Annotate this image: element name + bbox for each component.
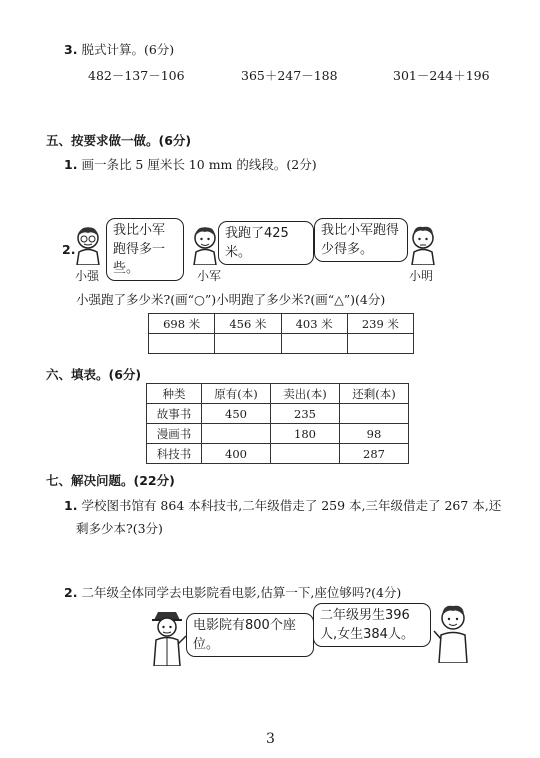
page-number: 3 (266, 731, 275, 747)
answer-cell[interactable] (347, 334, 413, 354)
expression-3: 301－244＋196 (393, 68, 490, 83)
s7-q1-line1: 学校图书馆有 864 本科技书,二年级借走了 259 本,三年级借走了 267 本,还 (81, 498, 502, 513)
section6-header: 六、填表。(6分) (46, 367, 142, 382)
option-cell: 239 米 (347, 314, 413, 334)
option-cell: 456 米 (215, 314, 281, 334)
xiaoqiang-illustration (71, 225, 105, 265)
table-row (147, 424, 409, 444)
table-cell-blank[interactable] (202, 424, 271, 444)
cinema-staff-illustration (146, 606, 188, 666)
table-cell: 235 (271, 404, 340, 424)
s7-q1-line2: 剩多少本?(3分) (76, 521, 163, 536)
s7-q2-text: 二年级全体同学去电影院看电影,估算一下,座位够吗?(4分) (81, 585, 402, 600)
s7-q2-number: 2. (64, 585, 78, 600)
answer-cell[interactable] (149, 334, 215, 354)
name-xiaojun: 小军 (197, 269, 222, 283)
answer-cell[interactable] (215, 334, 281, 354)
table-header: 原有(本) (202, 384, 271, 404)
s7-q2 (64, 583, 401, 601)
option-cell: 403 米 (281, 314, 347, 334)
s5-q1-text: 画一条比 5 厘米长 10 mm 的线段。(2分) (81, 157, 317, 172)
q3-number: 3. (64, 42, 78, 57)
s5-q2-question: 小强跑了多少米?(画“○”)小明跑了多少米?(画“△”)(4分) (76, 292, 386, 307)
table-cell: 98 (339, 424, 408, 444)
table-cell-blank[interactable] (271, 444, 340, 464)
speech-xiaoming: 我比小军跑得少得多。 (314, 218, 408, 262)
student-illustration (431, 603, 475, 663)
q3-heading (64, 40, 174, 58)
table-row (147, 444, 409, 464)
table-cell: 科技书 (147, 444, 202, 464)
table-cell: 180 (271, 424, 340, 444)
speech-xiaojun: 我跑了425米。 (218, 221, 314, 265)
book-table (146, 383, 409, 464)
option-cell: 698 米 (149, 314, 215, 334)
s5-q2-number: 2. (62, 242, 76, 257)
expression-2: 365＋247－188 (241, 68, 338, 83)
expression-1: 482－137－106 (88, 68, 185, 83)
speech-students: 二年级男生396人,女生384人。 (313, 603, 431, 647)
table-header: 还剩(本) (339, 384, 408, 404)
answer-cell[interactable] (281, 334, 347, 354)
q3-title: 脱式计算。(6分) (81, 42, 175, 57)
section5-header: 五、按要求做一做。(6分) (46, 133, 192, 148)
table-cell: 287 (339, 444, 408, 464)
table-cell-blank[interactable] (339, 404, 408, 424)
s5-q1-number: 1. (64, 157, 78, 172)
name-xiaoqiang: 小强 (75, 269, 100, 283)
s5-q1 (64, 155, 317, 173)
speech-xiaoqiang: 我比小军跑得多一些。 (106, 218, 184, 281)
distance-options-table (148, 313, 414, 354)
xiaoming-illustration (406, 225, 440, 265)
name-xiaoming: 小明 (409, 269, 434, 283)
speech-cinema: 电影院有800个座位。 (186, 613, 314, 657)
xiaojun-illustration (188, 225, 222, 265)
table-cell: 450 (202, 404, 271, 424)
table-header: 种类 (147, 384, 202, 404)
table-cell: 漫画书 (147, 424, 202, 444)
table-row (147, 404, 409, 424)
table-cell: 400 (202, 444, 271, 464)
table-cell: 故事书 (147, 404, 202, 424)
section7-header: 七、解决问题。(22分) (46, 473, 175, 488)
table-header: 卖出(本) (271, 384, 340, 404)
s7-q1 (64, 496, 501, 514)
s7-q1-number: 1. (64, 498, 78, 513)
